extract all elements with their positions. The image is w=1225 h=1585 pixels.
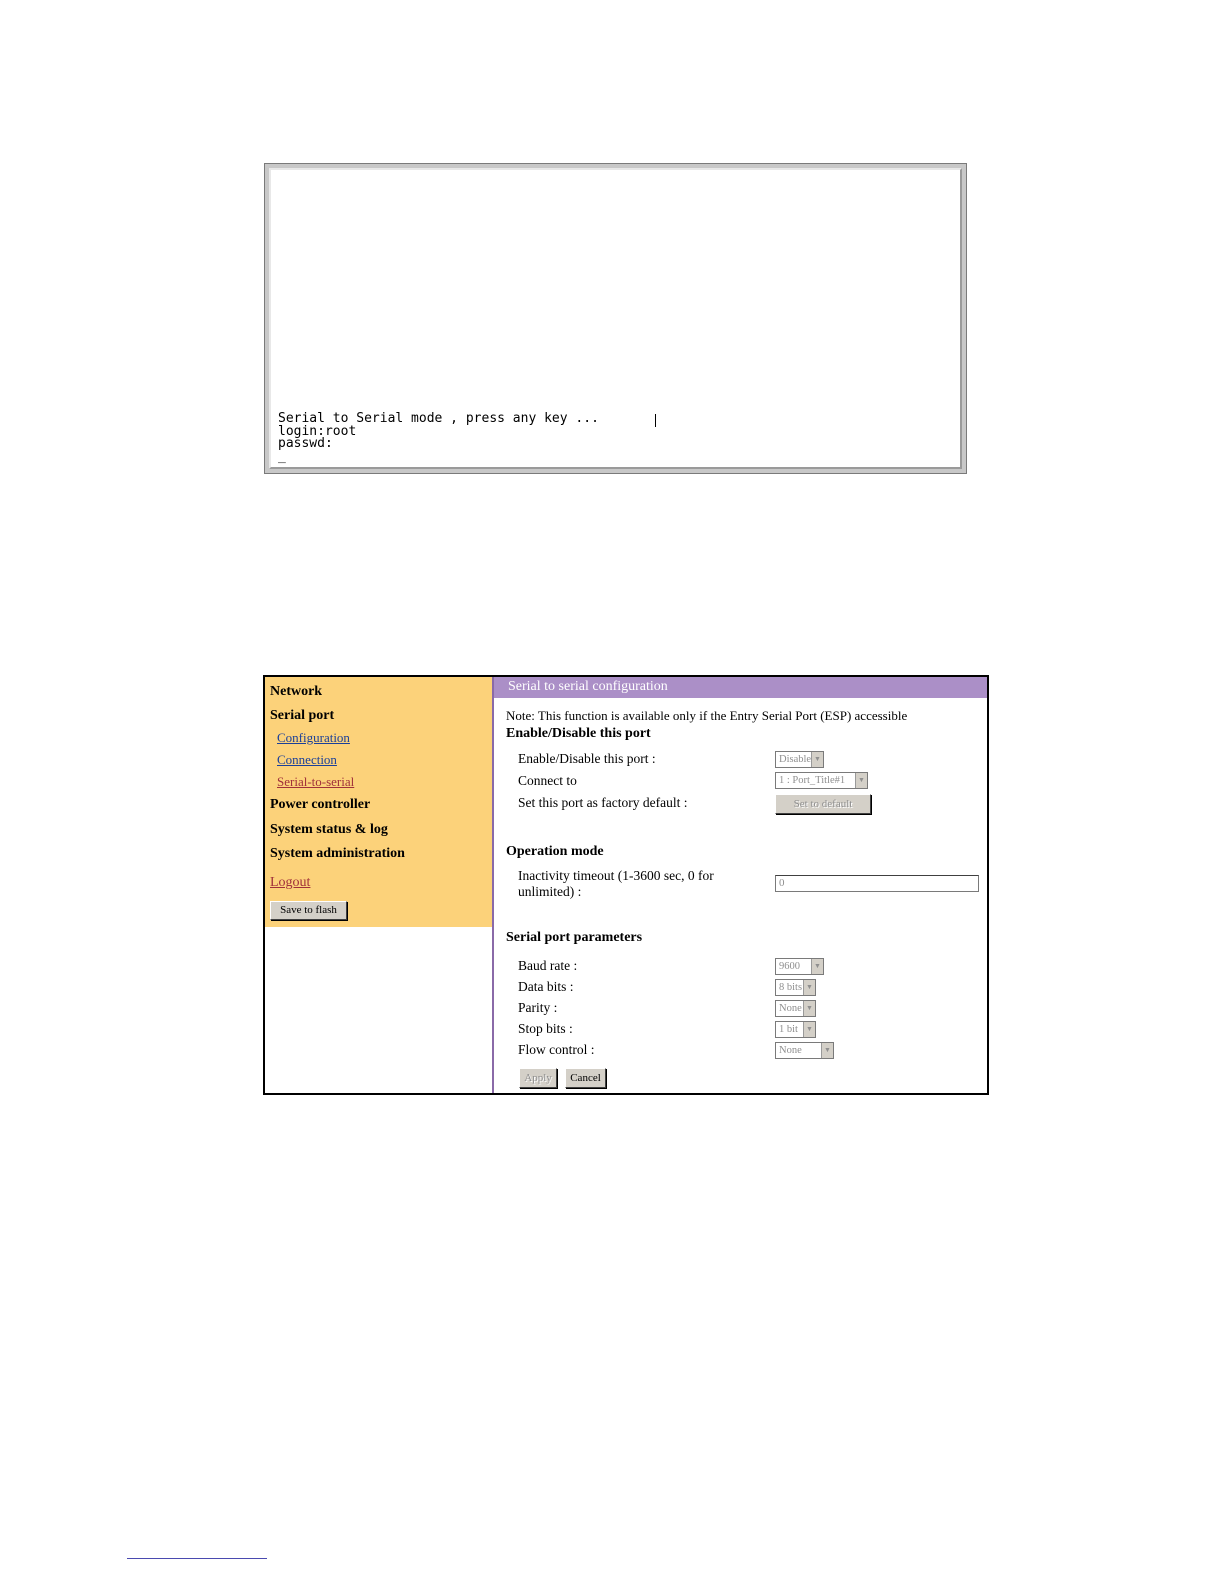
data-bits-value: 8 bits [779,982,803,993]
sidebar [265,677,492,927]
nav-system-administration[interactable]: System administration [270,846,405,861]
nav-network[interactable]: Network [270,684,323,699]
timeout-label-line2: unlimited) : [518,884,582,899]
note-text: Note: This function is available only if the Entry Serial Port (ESP) accessible [506,708,908,723]
terminal-cursor-line: _ [278,448,286,464]
connect-label: Connect to [518,773,577,788]
params-section-title: Serial port parameters [506,930,643,945]
enable-label: Enable/Disable this port : [518,751,656,766]
logout-link[interactable]: Logout [270,875,311,890]
timeout-input[interactable]: 0 [775,875,979,892]
stop-bits-label: Stop bits : [518,1021,573,1036]
set-to-default-button[interactable]: Set to default [775,794,871,814]
terminal-screen[interactable] [269,168,962,469]
default-label: Set this port as factory default : [518,795,688,810]
terminal-window [264,163,967,474]
enable-select-value: Disable [779,754,812,765]
baud-label: Baud rate : [518,958,578,973]
parity-select[interactable] [775,1000,816,1017]
enable-select[interactable] [775,751,824,768]
flow-control-label: Flow control : [518,1042,595,1057]
operation-section-title: Operation mode [506,844,604,859]
terminal-line: passwd: [278,436,333,451]
nav-serial-port[interactable]: Serial port [270,708,335,723]
flow-control-select[interactable] [775,1042,834,1059]
chevron-down-icon: ▼ [855,773,867,788]
baud-select-value: 9600 [779,961,800,972]
parity-label: Parity : [518,1000,558,1015]
chevron-down-icon: ▼ [821,1043,833,1058]
footnote-separator [127,1558,267,1559]
nav-configuration-link[interactable]: Configuration [277,730,350,745]
chevron-down-icon: ▼ [811,752,823,767]
baud-select[interactable] [775,958,824,975]
chevron-down-icon: ▼ [811,959,823,974]
chevron-down-icon: ▼ [803,980,815,995]
terminal-line: Serial to Serial mode , press any key ... [278,411,599,426]
terminal-line: login:root [278,423,357,439]
nav-system-status[interactable]: System status & log [270,822,388,837]
timeout-label-line1: Inactivity timeout (1-3600 sec, 0 for [518,868,714,883]
nav-connection-link[interactable]: Connection [277,752,337,767]
connect-select[interactable] [775,772,868,789]
panel-divider [492,677,494,1093]
chevron-down-icon: ▼ [803,1022,815,1037]
terminal-output [278,413,599,463]
data-bits-label: Data bits : [518,979,574,994]
data-bits-select[interactable] [775,979,816,996]
cancel-button[interactable]: Cancel [565,1068,606,1088]
flow-control-value: None [779,1045,802,1056]
web-config-panel [263,675,989,1095]
page-title: Serial to serial configuration [494,677,987,698]
connect-select-value: 1 : Port_Title#1 [779,775,846,786]
nav-power-controller[interactable]: Power controller [270,797,371,812]
chevron-down-icon: ▼ [803,1001,815,1016]
parity-value: None [779,1003,802,1014]
save-to-flash-button[interactable]: Save to flash [270,901,347,920]
apply-button[interactable]: Apply [519,1068,557,1088]
stop-bits-select[interactable] [775,1021,816,1038]
stop-bits-value: 1 bit [779,1024,798,1035]
enable-section-title: Enable/Disable this port [506,726,651,741]
nav-serial-to-serial-link[interactable]: Serial-to-serial [277,774,355,789]
text-caret [655,414,656,427]
